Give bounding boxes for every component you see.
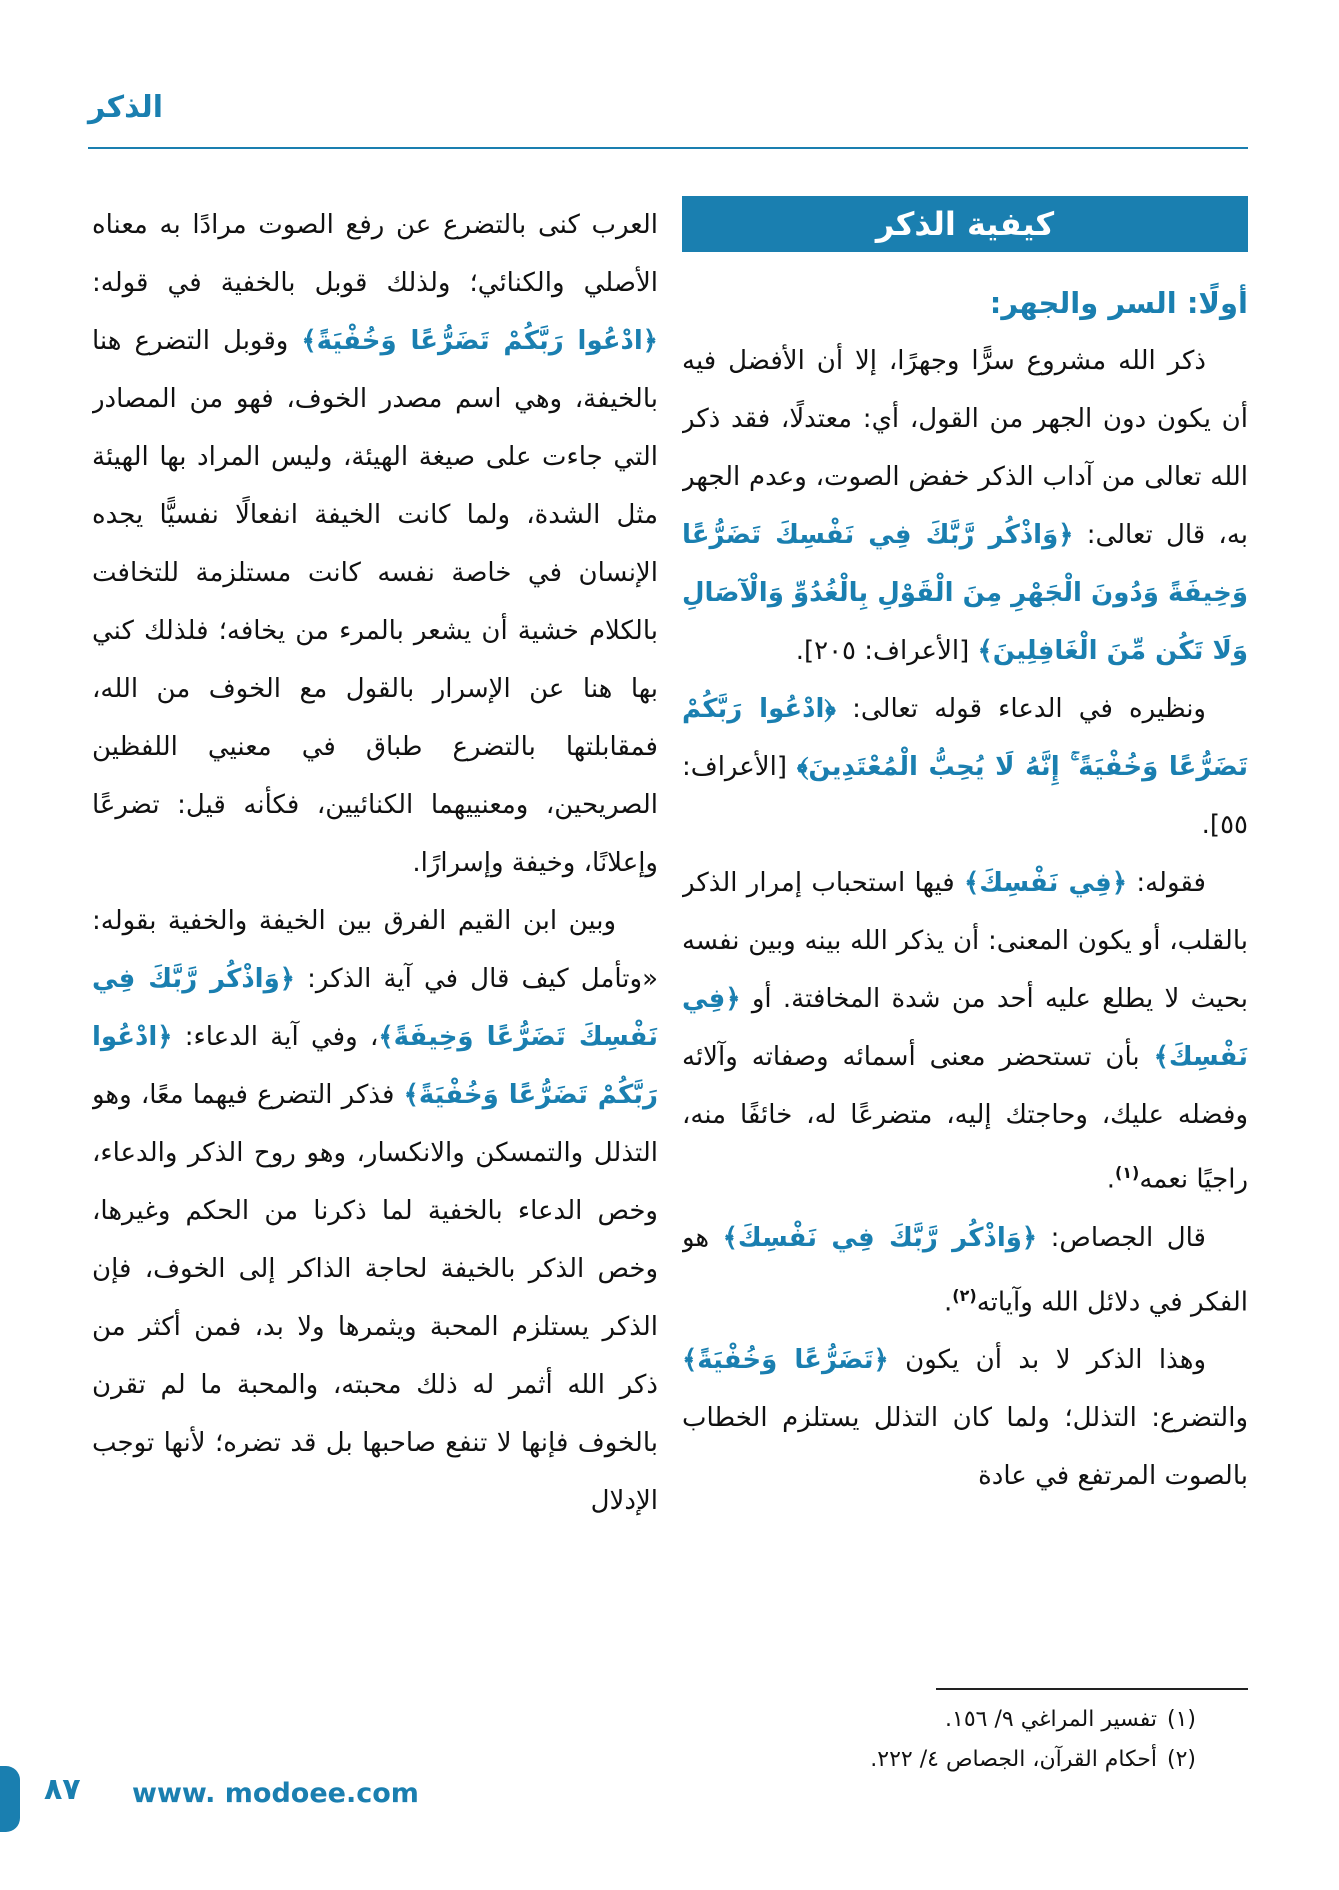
text-segment-normal: قال الجصاص: [1037, 1222, 1206, 1253]
text-segment-normal: فيها استحباب إمرار الذكر بالقلب، أو يكون المعنى: أن يذكر الله بينه وبين نفسه بحيث لا يطلع عليه أحد من شدة المخافتة. أو [682, 868, 1248, 1014]
paragraph [682, 1331, 1248, 1505]
text-segment-quran: ﴿ادْعُوا رَبَّكُمْ تَضَرُّعًا وَخُفْيَةً﴾ [301, 326, 658, 356]
page-number: ٨٧ [44, 1772, 81, 1807]
text-segment-normal: . [944, 1287, 953, 1318]
footnote-block [682, 1680, 1248, 1780]
text-segment-normal: وهذا الذكر لا بد أن يكون [888, 1345, 1206, 1376]
text-segment-normal: والتضرع: التذلل؛ ولما كان التذلل يستلزم الخطاب بالصوت المرتفع في عادة [682, 1403, 1248, 1492]
text-segment-quran: ﴿فِي نَفْسِكَ﴾ [964, 868, 1128, 898]
text-segment-normal: . [1106, 1164, 1115, 1195]
paragraph [682, 332, 1248, 680]
text-segment-normal: بأن تستحضر معنى أسمائه وصفاته وآلائه وفضله عليك، وحاجتك إليه، متضرعًا له، خائفًا منه، راجيًا نعمه [682, 1042, 1248, 1195]
footnote [682, 1700, 1248, 1740]
paragraph [682, 854, 1248, 1209]
section-title-banner: كيفية الذكر [682, 196, 1248, 252]
text-segment-normal: وبين ابن القيم الفرق بين الخيفة والخفية بقوله: «وتأمل كيف قال في آية الذكر: [92, 906, 658, 994]
running-head: الذكر [88, 90, 163, 125]
footnote-text: تفسير المراغي ٩/ ١٥٦. [945, 1707, 1157, 1732]
text-segment-ref: [الأعراف: ٥٥]. [682, 752, 1248, 840]
header-rule [88, 147, 1248, 149]
footnote-divider [936, 1688, 1248, 1690]
paragraph [92, 892, 658, 1530]
paragraph [682, 680, 1248, 854]
footnote-text: أحكام القرآن، الجصاص ٤/ ٢٢٢. [870, 1747, 1157, 1772]
page-edge-tab [0, 1766, 20, 1832]
paragraph [92, 196, 658, 892]
text-segment-normal: ذكر الله مشروع سرًّا وجهرًا، إلا أن الأفضل فيه أن يكون دون الجهر من القول، أي: معتدلًا، فقد ذكر الله تعالى من آداب الذكر خفض الصوت، وعدم الجهر به، قال تعالى: [682, 346, 1248, 550]
text-segment-ref: [الأعراف: ٢٠٥]. [795, 636, 978, 666]
text-segment-normal: وقوبل التضرع هنا بالخيفة، وهي اسم مصدر الخوف، فهو من المصادر التي جاءت على صيغة الهيئة، وليس المراد بها الهيئة مثل الشدة، ولما كانت الخيفة انفعالًا نفسيًّا يجده الإنسان في خاصة نفسه كانت مستلزمة للتخافت بالكلام خشية أن يشعر بالمرء من يخافه؛ فلذلك كني بها هنا عن الإسرار بالقول مع الخوف من الله، فمقابلتها بالتضرع طباق في معنيي اللفظين الصريحين، ومعنييهما الكنائيين، فكأنه قيل: تضرعًا وإعلانًا، وخيفة وإسرارًا. [92, 326, 658, 878]
footnote-marker: (٢) [1166, 1747, 1196, 1772]
subsection-heading: أولًا: السر والجهر: [989, 286, 1248, 320]
text-segment-normal: فقوله: [1127, 868, 1206, 898]
text-segment-quran: ﴿وَاذْكُر رَّبَّكَ فِي نَفْسِكَ﴾ [722, 1222, 1038, 1253]
text-segment-quran: ﴿وَاذْكُر رَّبَّكَ فِي نَفْسِكَ تَضَرُّعًا وَخِيفَةً﴾ [92, 964, 658, 1052]
footnote [682, 1740, 1248, 1780]
text-segment-normal: ، وفي آية الدعاء: [172, 1022, 379, 1052]
text-segment-fnref: (١) [1114, 1163, 1140, 1182]
text-segment-quran: ﴿ادْعُوا رَبَّكُمْ تَضَرُّعًا وَخُفْيَةً ۚ إِنَّهُ لَا يُحِبُّ الْمُعْتَدِينَ﴾ [682, 694, 1248, 782]
text-segment-normal: ونظيره في الدعاء قوله تعالى: [835, 694, 1206, 724]
column-right [682, 196, 1248, 1780]
text-segment-quran: ﴿تَضَرُّعًا وَخُفْيَةً﴾ [682, 1345, 889, 1376]
footnote-marker: (١) [1166, 1707, 1196, 1732]
content-columns [92, 196, 1248, 1780]
text-segment-quran: ﴿ادْعُوا رَبَّكُمْ تَضَرُّعًا وَخُفْيَةً﴾ [92, 1022, 658, 1110]
column-left [92, 196, 658, 1780]
website-url: www. modoee.com [132, 1778, 419, 1809]
text-segment-quran: ﴿فِي نَفْسِكَ﴾ [682, 984, 1248, 1072]
text-segment-normal: العرب كنى بالتضرع عن رفع الصوت مرادًا به معناه الأصلي والكنائي؛ ولذلك قوبل بالخفية في قوله: [92, 210, 658, 298]
text-segment-quran: ﴿وَاذْكُر رَّبَّكَ فِي نَفْسِكَ تَضَرُّعًا وَخِيفَةً وَدُونَ الْجَهْرِ مِنَ الْقَوْلِ بِالْغُدُوِّ وَالْآصَالِ وَلَا تَكُن مِّنَ الْغَافِلِينَ﴾ [682, 520, 1248, 666]
text-segment-normal: فذكر التضرع فيهما معًا، وهو التذلل والتمسكن والانكسار، وهو روح الذكر والدعاء، وخص الدعاء بالخفية لما ذكرنا من الحكم وغيرها، وخص الذكر بالخيفة لحاجة الذاكر إلى الخوف، فإن الذكر يستلزم المحبة ويثمرها ولا بد، فمن أكثر من ذكر الله أثمر له ذلك محبته، والمحبة ما لم تقرن بالخوف فإنها لا تنفع صاحبها بل قد تضره؛ لأنها توجب الإدلال [92, 1080, 658, 1516]
paragraph [682, 1209, 1248, 1332]
text-segment-normal: هو الفكر في دلائل الله وآياته [682, 1222, 1248, 1318]
text-segment-fnref: (٢) [952, 1285, 977, 1305]
